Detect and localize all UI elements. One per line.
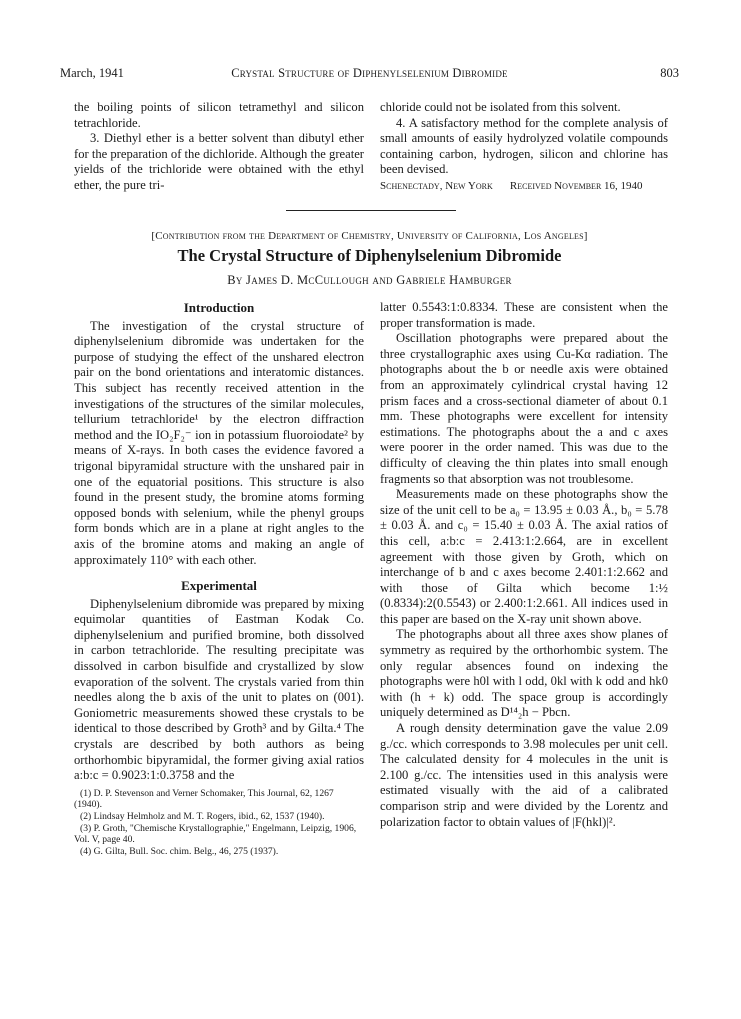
header-page-number: 803 xyxy=(660,66,679,80)
introduction-paragraph: The investigation of the crystal structure of diphenylselenium dibromide was undertaken for the purpose of studying the effect of the unshared electron pair on the bond orientations and interatomic distances. This subject has recently received attention in the investigations of the structures of the similar molecules, tellurium tetrachloride¹ by the electron diffraction method and the IO₂F₂⁻ ion in potassium fluoroiodate² by means of X-rays. In both cases the evidence favored a trigonal bipyramidal structure with the unshared pair in one of the equatorial positions. This structure is also found in the present study, the bromine atoms forming opposed bonds with selenium, while the phenyl groups form bonds which are in a plane at right angles to the axis of the bromine atoms and making an angle of approximately 110° with each other. xyxy=(74,318,364,567)
prev-article-left-column xyxy=(74,100,364,194)
footnote-2: (2) Lindsay Helmholz and M. T. Rogers, ibid., 62, 1537 (1940). xyxy=(80,811,325,822)
running-header xyxy=(60,66,679,82)
prev-right-paragraph-1: chloride could not be isolated from this solvent. xyxy=(380,100,621,114)
article-authors: By James D. McCullough and Gabriele Hamburger xyxy=(227,273,512,287)
experimental-paragraph: Diphenylselenium dibromide was prepared by mixing equimolar quantities of Eastman Kodak Co. diphenylselenium and purified bromine, both dissolved in carbon tetrachloride. The resulting precipitate was dissolved in carbon bisulfide and crystallized by slow evaporation of the solvent. The crystals varied from thin needles along the b axis of the unit to plates on (001). Goniometric measurements showed these crystals to be identical to those described by Groth³ and by Gilta.⁴ The crystals are described by both authors as being orthorhombic bipyramidal, the former giving axial ratios a:b:c = 0.9023:1:0.3758 and the xyxy=(74,596,364,783)
right-paragraph-4: The photographs about all three axes show planes of symmetry as required by the orthorhombic system. The only regular absences found on indexing the photographs were h0l with l odd, 0kl with k odd and hk0 with (h + k) odd. The space group is accordingly uniquely determined as D¹⁴₂h − Pbcn. xyxy=(380,627,668,720)
article-title: The Crystal Structure of Diphenylselenium Dibromide xyxy=(177,246,562,265)
footnote-1: (1) D. P. Stevenson and Verner Schomaker, This Journal, 62, 1267 (1940). xyxy=(74,787,334,811)
article-left-column xyxy=(74,300,364,857)
prev-article-location: Schenectady, New York xyxy=(380,179,493,192)
header-date: March, 1941 xyxy=(60,66,124,80)
footnote-4: (4) G. Gilta, Bull. Soc. chim. Belg., 46, 275 (1937). xyxy=(80,845,279,857)
prev-article-signoff xyxy=(380,178,668,195)
section-divider xyxy=(286,210,456,211)
introduction-heading: Introduction xyxy=(183,300,255,315)
right-paragraph-2: Oscillation photographs were prepared about the three crystallographic axes using Cu-Kα radiation. The photographs about the b or needle axis were obtained from an approximately cylindrical crystal having 12 prism faces and a cross-sectional diameter of about 0.1 mm. These photographs were excellent for intensity estimations. The photographs about the a and c axes were poorer in the order named. This was due to the difficulty of cleaving the thin plates into small enough fragments so that absorption was not troublesome. xyxy=(380,331,668,486)
contribution-line: [Contribution from the Department of Chemistry, University of California, Los Angeles] xyxy=(151,230,588,242)
right-paragraph-1: latter 0.5543:1:0.8334. These are consistent when the proper transformation is made. xyxy=(380,300,668,330)
right-paragraph-5: A rough density determination gave the value 2.09 g./cc. which corresponds to 3.98 molecules per unit cell. The calculated density for 4 molecules in the unit is 2.100 g./cc. The intensities used in this analysis were estimated visually with the aid of a calibrated comparison strip and were divided by the Lorentz and polarization factor to obtain values of |F(hkl)|². xyxy=(380,721,668,829)
prev-article-received: Received November 16, 1940 xyxy=(509,179,643,192)
header-running-title: Crystal Structure of Diphenylselenium Dibromide xyxy=(231,66,508,80)
prev-left-paragraph-2: 3. Diethyl ether is a better solvent than dibutyl ether for the preparation of the dichloride. Although the greater yields of the trichloride were obtained with the ethyl ether, the pure tri- xyxy=(74,131,364,192)
prev-left-paragraph-1: the boiling points of silicon tetramethyl and silicon tetrachloride. xyxy=(74,100,364,130)
footnote-3: (3) P. Groth, "Chemische Krystallographie," Engelmann, Leipzig, 1906, Vol. V, page 40. xyxy=(74,822,357,846)
prev-article-right-column xyxy=(380,100,668,195)
experimental-heading: Experimental xyxy=(181,578,257,594)
article-right-column xyxy=(380,300,668,830)
right-paragraph-3: Measurements made on these photographs show the size of the unit cell to be a₀ = 13.95 ± 0.03 Å., b₀ = 5.78 ± 0.03 Å. and c₀ = 15.40 ± 0.03 Å. The axial ratios of this cell, a:b:c = 2.413:1:2.664, are in excellent agreement with those given by Groth, which on interchange of b and c axes become 2.401:1:2.662 and with those of Gilta which become 1:½ (0.8334):2(0.5543) or 2.400:1:2.661. All indices used in this paper are based on the X-ray unit shown above. xyxy=(380,487,668,626)
footnotes xyxy=(74,788,364,858)
prev-right-paragraph-2: 4. A satisfactory method for the complete analysis of small amounts of easily hydrolyzed volatile compounds containing carbon, hydrogen, silicon and chlorine has been devised. xyxy=(380,115,668,177)
